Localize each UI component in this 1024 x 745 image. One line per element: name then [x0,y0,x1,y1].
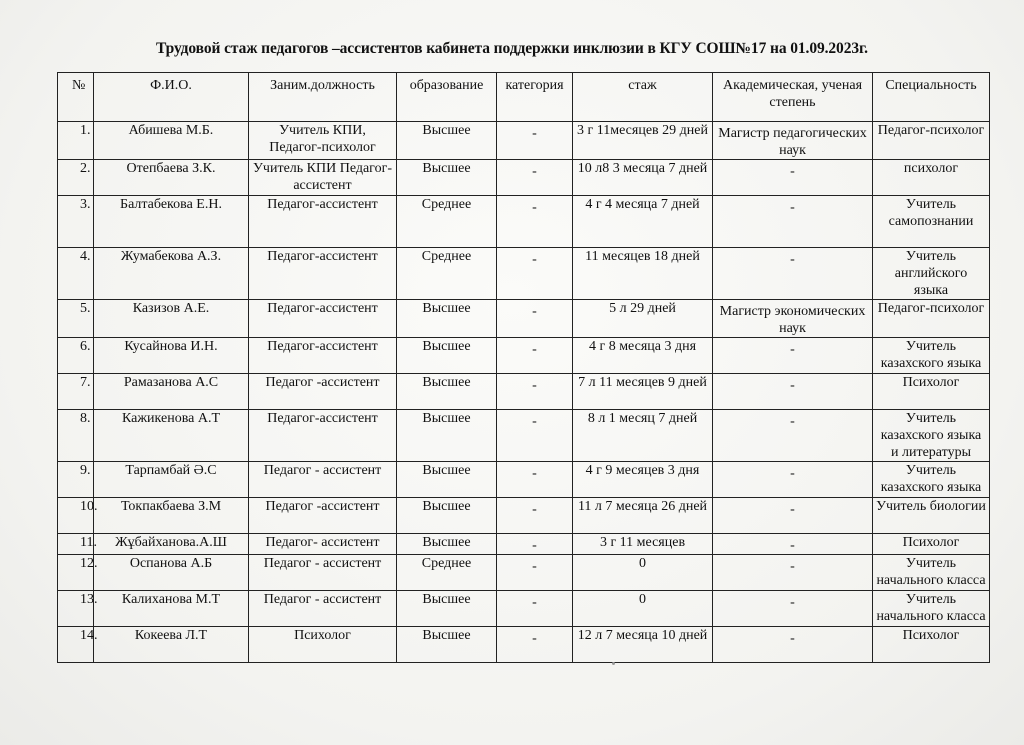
row-education: Высшее [397,410,497,462]
row-specialty: Учитель самопознании [873,196,990,248]
row-number: 3. [58,196,94,248]
row-name: Кокеева Л.Т [94,627,249,663]
row-degree: - [713,498,873,534]
row-specialty: Учитель начального класса [873,555,990,591]
table-row [58,196,990,248]
row-category: - [497,627,573,663]
row-experience: 7 л 11 месяцев 9 дней [573,374,713,410]
table-row [58,122,990,160]
row-degree: - [713,591,873,627]
row-number: 5. [58,300,94,338]
row-category: - [497,300,573,338]
row-position: Педагог - ассистент [249,591,397,627]
row-name: Токпакбаева З.М [94,498,249,534]
row-education: Высшее [397,122,497,160]
row-position: Учитель КПИ Педагог-ассистент [249,160,397,196]
table-row [58,338,990,374]
row-position: Психолог [249,627,397,663]
row-name: Кажикенова А.Т [94,410,249,462]
row-degree: - [713,248,873,300]
row-position: Педагог- ассистент [249,534,397,555]
row-name: Балтабекова Е.Н. [94,196,249,248]
row-name: Отепбаева З.К. [94,160,249,196]
row-name: Кусайнова И.Н. [94,338,249,374]
row-education: Высшее [397,462,497,498]
staff-table [57,72,990,663]
row-number: 7. [58,374,94,410]
row-experience: 0 [573,591,713,627]
row-number: 2. [58,160,94,196]
row-experience: 5 л 29 дней [573,300,713,338]
table-body [58,122,990,663]
table-row [58,160,990,196]
scan-speck [612,662,615,665]
row-number: 12. [58,555,94,591]
table-row [58,410,990,462]
table-row [58,627,990,663]
table-row [58,498,990,534]
row-degree: - [713,555,873,591]
row-degree: - [713,410,873,462]
row-category: - [497,534,573,555]
row-education: Высшее [397,374,497,410]
row-degree: - [713,534,873,555]
row-position: Педагог-ассистент [249,300,397,338]
row-specialty: Психолог [873,374,990,410]
row-name: Калиханова М.Т [94,591,249,627]
row-specialty: психолог [873,160,990,196]
row-position: Педагог-ассистент [249,196,397,248]
row-category: - [497,591,573,627]
row-name: Казизов А.Е. [94,300,249,338]
row-number: 1. [58,122,94,160]
row-education: Высшее [397,300,497,338]
row-education: Высшее [397,627,497,663]
row-specialty: Учитель казахского языка [873,338,990,374]
row-degree: Магистр педагогических наук [713,122,873,160]
row-name: Жұбайханова.А.Ш [94,534,249,555]
row-category: - [497,196,573,248]
row-experience: 11 месяцев 18 дней [573,248,713,300]
table-row [58,591,990,627]
row-specialty: Учитель казахского языка и литературы [873,410,990,462]
table-row [58,462,990,498]
row-name: Абишева М.Б. [94,122,249,160]
row-education: Среднее [397,196,497,248]
row-position: Педагог - ассистент [249,462,397,498]
table-header-row [58,73,990,122]
row-category: - [497,498,573,534]
row-position: Педагог-ассистент [249,248,397,300]
row-experience: 3 г 11месяцев 29 дней [573,122,713,160]
row-specialty: Учитель биологии [873,498,990,534]
row-specialty: Учитель английского языка [873,248,990,300]
row-number: 10. [58,498,94,534]
row-name: Жумабекова А.З. [94,248,249,300]
row-experience: 4 г 4 месяца 7 дней [573,196,713,248]
row-category: - [497,248,573,300]
row-experience: 0 [573,555,713,591]
row-number: 6. [58,338,94,374]
header-experience: стаж [573,73,713,122]
row-name: Рамазанова А.С [94,374,249,410]
header-specialty: Специальность [873,73,990,122]
row-specialty: Психолог [873,627,990,663]
row-specialty: Учитель казахского языка [873,462,990,498]
header-education: образование [397,73,497,122]
row-position: Педагог-ассистент [249,410,397,462]
row-category: - [497,555,573,591]
row-number: 9. [58,462,94,498]
row-category: - [497,462,573,498]
row-education: Среднее [397,555,497,591]
row-education: Высшее [397,591,497,627]
row-number: 13. [58,591,94,627]
header-number: № [58,73,94,122]
row-experience: 4 г 9 месяцев 3 дня [573,462,713,498]
row-position: Педагог -ассистент [249,374,397,410]
row-specialty: Психолог [873,534,990,555]
row-position: Учитель КПИ, Педагог-психолог [249,122,397,160]
row-education: Высшее [397,160,497,196]
row-experience: 12 л 7 месяца 10 дней [573,627,713,663]
table-row [58,534,990,555]
header-degree: Академическая, ученая степень [713,73,873,122]
row-specialty: Учитель начального класса [873,591,990,627]
row-degree: - [713,374,873,410]
row-degree: - [713,160,873,196]
row-degree: - [713,462,873,498]
row-education: Среднее [397,248,497,300]
row-position: Педагог -ассистент [249,498,397,534]
row-experience: 3 г 11 месяцев [573,534,713,555]
row-specialty: Педагог-психолог [873,122,990,160]
row-specialty: Педагог-психолог [873,300,990,338]
header-name: Ф.И.О. [94,73,249,122]
table-row [58,248,990,300]
row-category: - [497,338,573,374]
row-number: 14. [58,627,94,663]
row-experience: 11 л 7 месяца 26 дней [573,498,713,534]
row-education: Высшее [397,534,497,555]
row-education: Высшее [397,338,497,374]
table-row [58,555,990,591]
row-number: 8. [58,410,94,462]
row-degree: Магистр экономических наук [713,300,873,338]
row-degree: - [713,338,873,374]
row-position: Педагог-ассистент [249,338,397,374]
header-category: категория [497,73,573,122]
row-category: - [497,160,573,196]
row-position: Педагог - ассистент [249,555,397,591]
row-education: Высшее [397,498,497,534]
document-title: Трудовой стаж педагогов –ассистентов кабинета поддержки инклюзии в КГУ СОШ№17 на 01.09.2023г. [156,40,868,57]
row-name: Тарпамбай Ә.С [94,462,249,498]
row-category: - [497,410,573,462]
row-degree: - [713,196,873,248]
row-name: Оспанова А.Б [94,555,249,591]
row-number: 11. [58,534,94,555]
table-row [58,374,990,410]
row-number: 4. [58,248,94,300]
row-experience: 10 л8 3 месяца 7 дней [573,160,713,196]
row-category: - [497,122,573,160]
row-category: - [497,374,573,410]
header-position: Заним.должность [249,73,397,122]
row-degree: - [713,627,873,663]
table-row [58,300,990,338]
row-experience: 8 л 1 месяц 7 дней [573,410,713,462]
row-experience: 4 г 8 месяца 3 дня [573,338,713,374]
